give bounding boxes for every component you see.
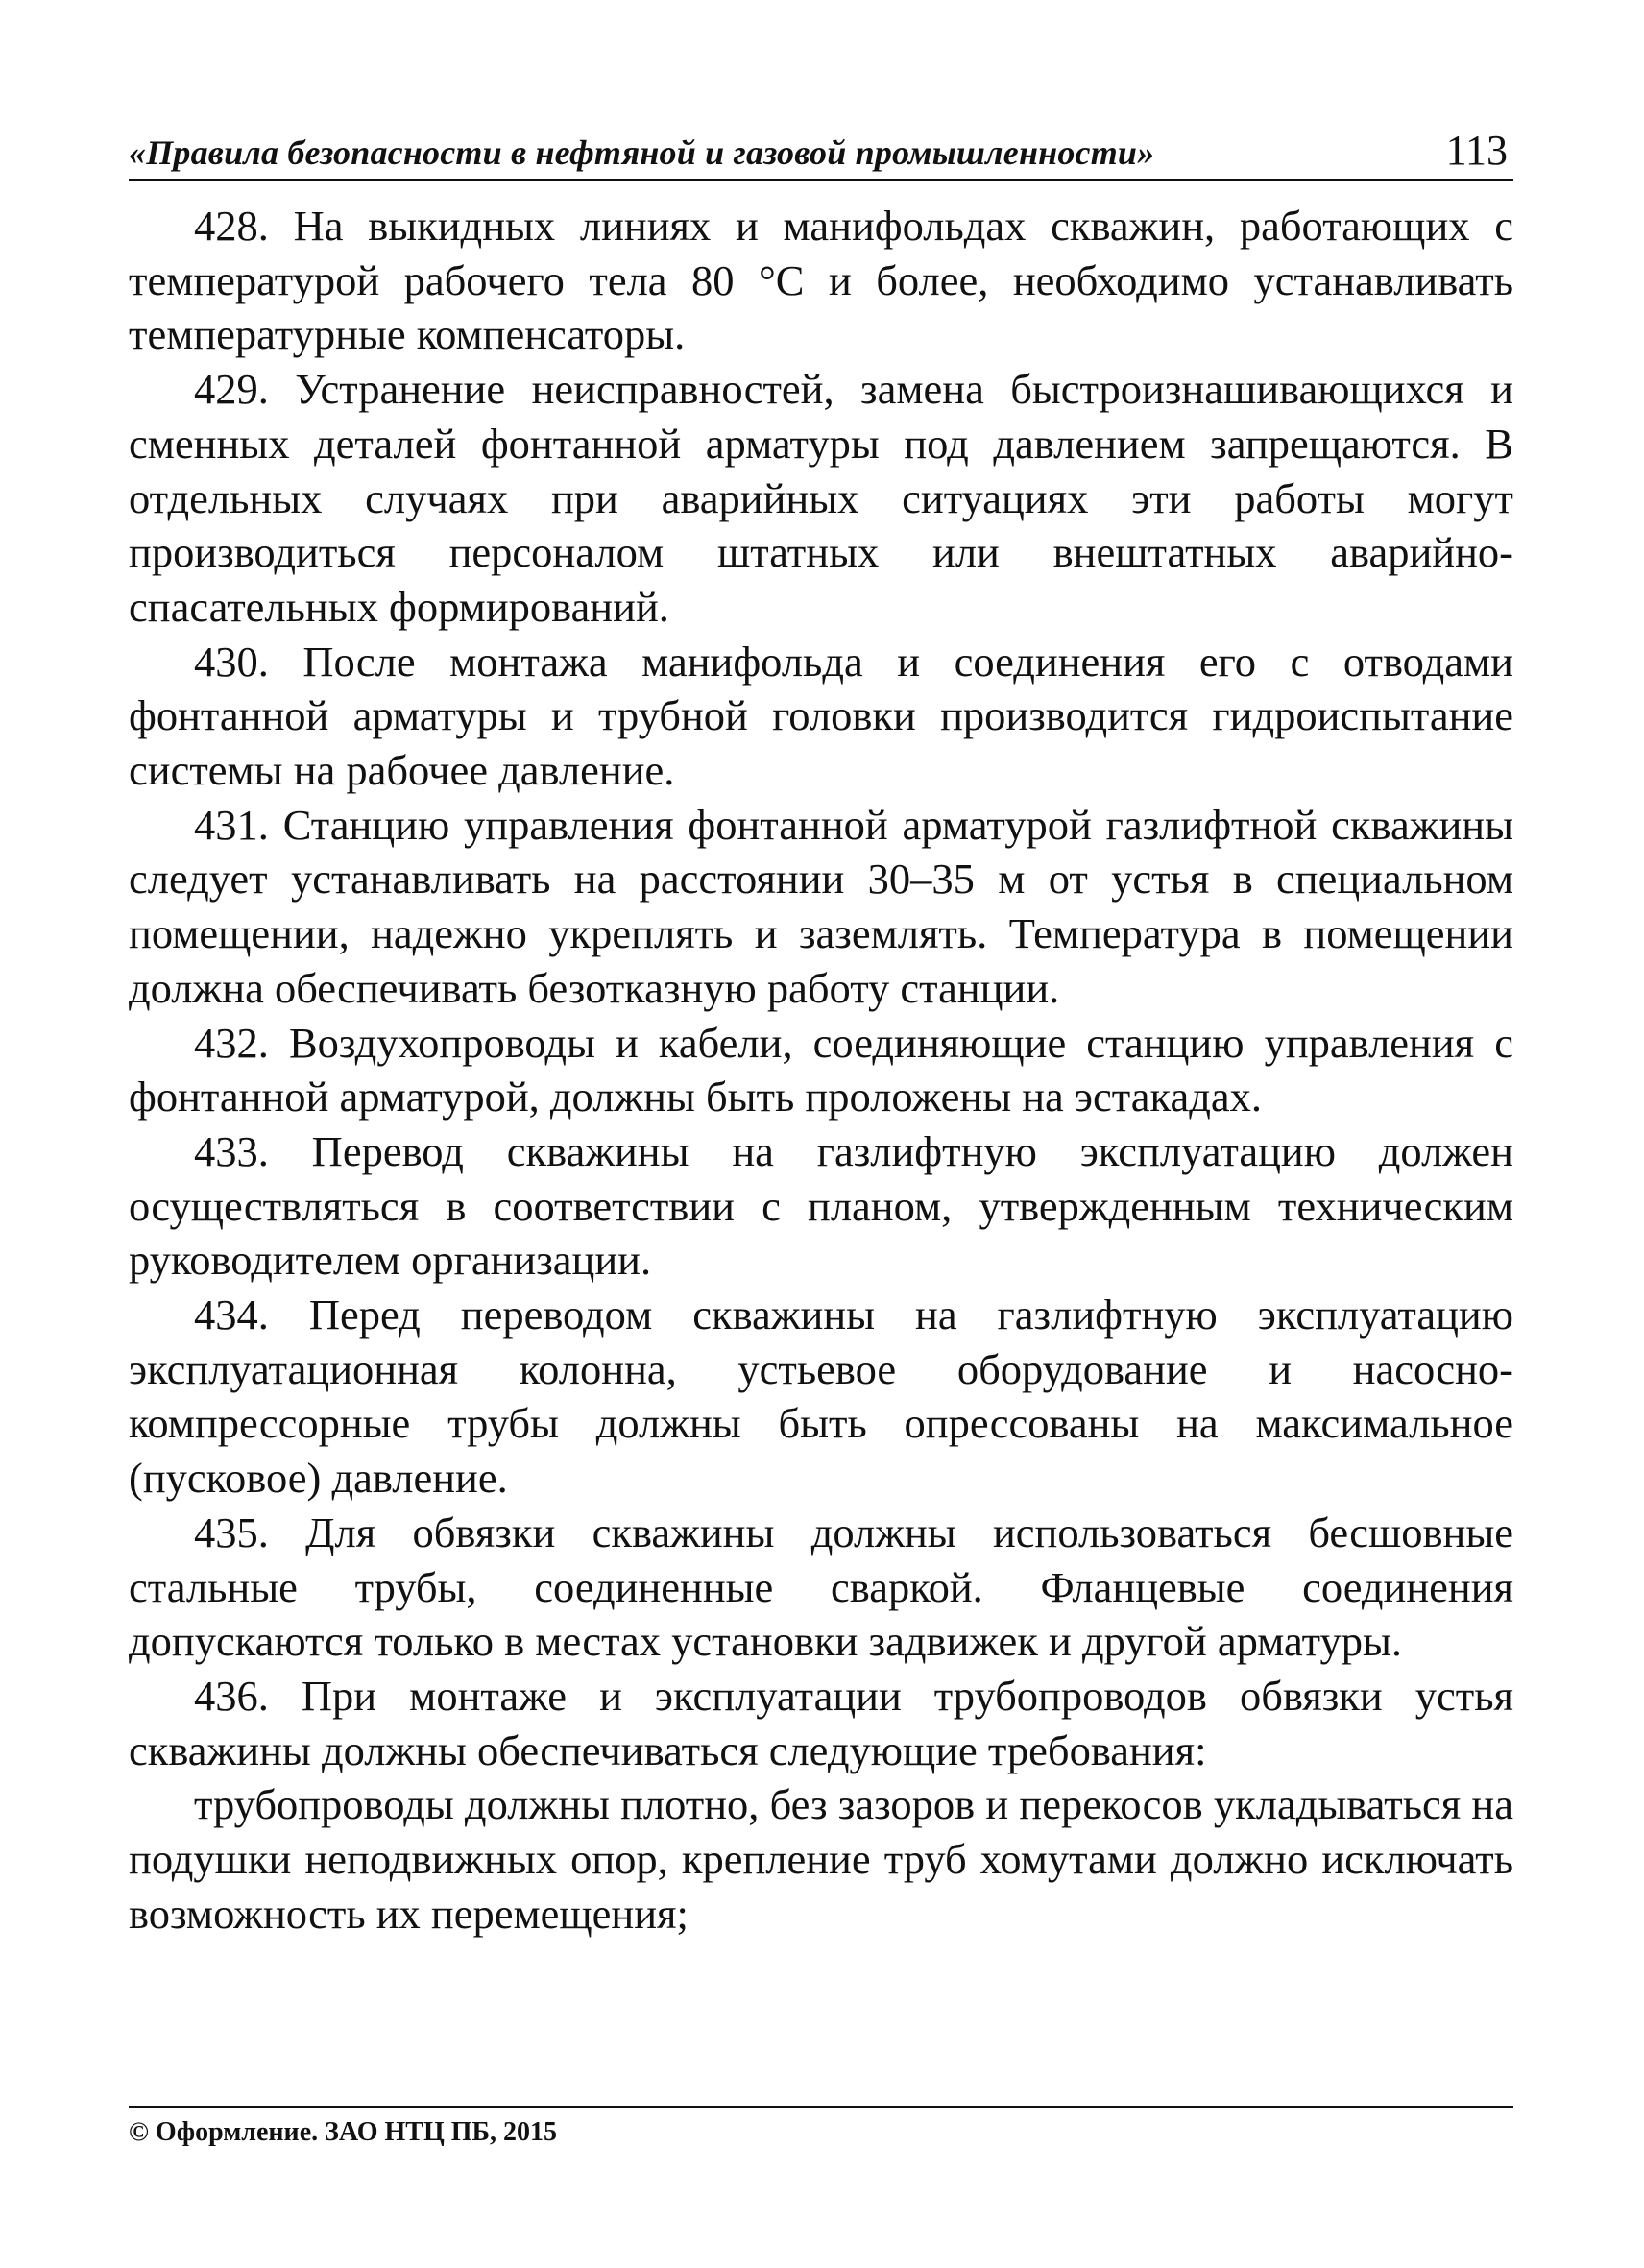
- paragraph-434: 434. Перед переводом скважины на газлифтную эксплуатацию эксплуатационная колонна, устьевое оборудование и насосно-компрессорные трубы должны быть опрессованы на максимальное (пусковое) давление.: [129, 1291, 1513, 1503]
- running-header: [129, 123, 1513, 181]
- page-body: [129, 199, 1513, 1942]
- footer-divider: [129, 2106, 1513, 2108]
- document-title: «Правила безопасности в нефтяной и газовой промышленности»: [129, 133, 1155, 172]
- paragraph-428: 428. На выкидных линиях и манифольдах скважин, работающих с температурой рабочего тела 80 °С и более, необходимо устанавливать температурные компенсаторы.: [129, 202, 1513, 359]
- page-number: 113: [1445, 127, 1508, 174]
- paragraph-430: 430. После монтажа манифольда и соединения его с отводами фонтанной арматуры и трубной головки производится гидроиспытание системы на рабочее давление.: [129, 637, 1513, 795]
- paragraph-436-item: трубопроводы должны плотно, без зазоров и перекосов укладываться на подушки неподвижных опор, крепление труб хомутами должно исключать возможность их перемещения;: [129, 1780, 1513, 1938]
- paragraph-432: 432. Воздухопроводы и кабели, соединяющие станцию управления с фонтанной арматурой, должны быть проложены на эстакадах.: [129, 1018, 1513, 1122]
- paragraph-433: 433. Перевод скважины на газлифтную эксплуатацию должен осуществляться в соответствии с планом, утвержденным техническим руководителем организации.: [129, 1126, 1513, 1285]
- paragraph-429: 429. Устранение неисправностей, замена быстроизнашивающихся и сменных деталей фонтанной арматуры под давлением запрещаются. В отдельных случаях при аварийных ситуациях эти работы могут производиться персоналом штатных или внештатных аварийно-спасательных формирований.: [129, 365, 1513, 631]
- footer-copyright: © Оформление. ЗАО НТЦ ПБ, 2015: [129, 2117, 558, 2147]
- paragraph-431: 431. Станцию управления фонтанной арматурой газлифтной скважины следует устанавливать на расстоянии 30–35 м от устья в специальном помещении, надежно укреплять и заземлять. Температура в помещении должна обеспечивать безотказную работу станции.: [129, 800, 1513, 1012]
- paragraph-436: 436. При монтаже и эксплуатации трубопроводов обвязки устья скважины должны обеспечиваться следующие требования:: [129, 1671, 1513, 1774]
- paragraph-435: 435. Для обвязки скважины должны использоваться бесшовные стальные трубы, соединенные сваркой. Фланцевые соединения допускаются только в местах установки задвижек и другой арматуры.: [129, 1508, 1513, 1666]
